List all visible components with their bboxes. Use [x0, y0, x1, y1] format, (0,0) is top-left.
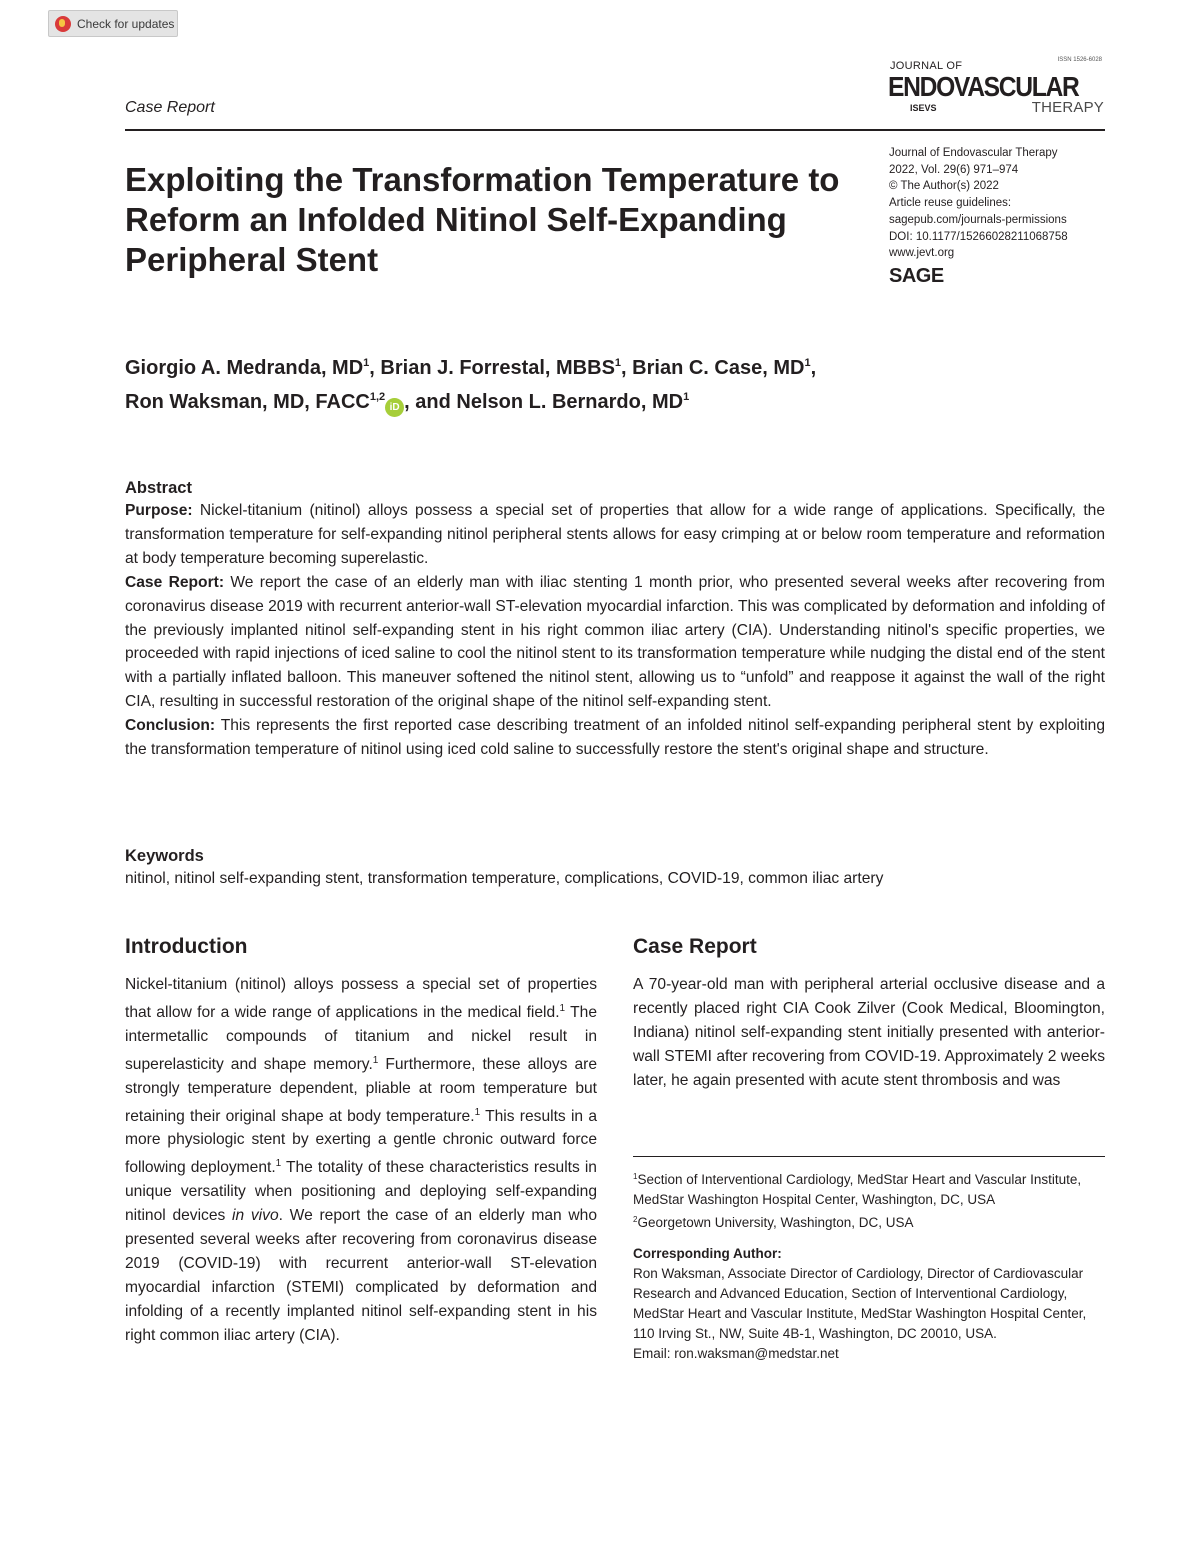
and-text: and [415, 391, 451, 413]
article-metadata [889, 145, 1109, 288]
journal-logo [888, 55, 1106, 121]
abstract-conclusion [125, 714, 1105, 762]
affiliation-1 [633, 1167, 1105, 1210]
meta-copyright: © The Author(s) 2022 [889, 180, 999, 193]
author-3: Brian C. Case, MD [632, 357, 805, 379]
reference-sup[interactable]: 1 [474, 1106, 481, 1118]
reference-sup[interactable]: 1 [275, 1158, 282, 1170]
purpose-text: Nickel-titanium (nitinol) alloys possess a special set of properties that allow for a wide range of applications. Specifically, the transformation temperature for self-expanding nitinol peripheral stents allows for easy crimping at or below room temperature and reformation at body temperature becoming superelastic. [125, 502, 1105, 567]
intro-sentence: This results in a more physiologic stent by exerting a gentle chronic outward force following deployment. [125, 1107, 597, 1177]
meta-journal: Journal of Endovascular Therapy [889, 147, 1058, 159]
affiliation-sup: 1 [633, 1172, 638, 1181]
case-report-section [633, 933, 1105, 1093]
reference-sup[interactable]: 1 [559, 1002, 566, 1014]
intro-sentence: The intermetallic compounds of titanium and nickel result in superelasticity and shape memory. [125, 1003, 597, 1073]
footnotes [633, 1167, 1105, 1364]
logo-society: ISEVS [910, 103, 937, 113]
logo-endovascular: ENDOVASCULAR [888, 71, 1079, 102]
author-5: Nelson L. Bernardo, MD [456, 391, 684, 413]
meta-reuse-link[interactable]: sagepub.com/journals-permissions [889, 213, 1067, 226]
introduction-heading: Introduction [125, 935, 248, 958]
intro-sentence: Nickel-titanium (nitinol) alloys possess a special set of properties that allow for a wide range of applications in the medical field. [125, 976, 597, 1021]
author-2: Brian J. Forrestal, MBBS [380, 357, 615, 379]
affiliation-2-text: Georgetown University, Washington, DC, USA [637, 1215, 914, 1230]
logo-journal-of: JOURNAL OF [890, 60, 963, 72]
affiliation-sup: 1 [363, 357, 370, 369]
conclusion-label: Conclusion: [125, 717, 216, 735]
reference-sup[interactable]: 1 [372, 1054, 379, 1066]
author-list: Giorgio A. Medranda, $MD^1$, Brian J. Forrestal, MBBS$^1$, Brian C. Case, $MD^1$, Ron Waksman, MD, FACC$^{1,2}$iD , and Nelson L. Bernardo, $MD^1$ [125, 349, 1105, 417]
logo-therapy: THERAPY [1031, 99, 1104, 116]
case-report-heading: Case Report [633, 935, 757, 958]
affiliation-sup: 1,2 [369, 391, 386, 403]
affiliation-sup: 1 [683, 391, 690, 403]
keywords-section [125, 845, 1105, 891]
intro-sentence: The totality of these characteristics results in unique versatility when positioning and deploying self-expanding nitinol devices [125, 1159, 597, 1225]
check-for-updates-button[interactable] [48, 10, 178, 37]
meta-site-link[interactable]: www.jevt.org [889, 247, 955, 260]
case-report-label: Case Report: [125, 573, 225, 591]
footnote-divider [633, 1156, 1105, 1157]
abstract-case-report [125, 571, 1105, 714]
corresponding-author-email[interactable]: Email: ron.waksman@medstar.net [633, 1346, 839, 1361]
keywords-heading: Keywords [125, 847, 204, 865]
purpose-label: Purpose: [125, 502, 193, 519]
meta-reuse: Article reuse guidelines: [889, 197, 1012, 210]
article-type-label: Case Report [125, 99, 215, 116]
affiliation-1-text: Section of Interventional Cardiology, MedStar Heart and Vascular Institute, MedStar Washington Hospital Center, Washington, DC, USA [633, 1172, 1082, 1207]
header-divider [125, 129, 1105, 131]
check-for-updates-label: Check for updates [77, 16, 175, 31]
orcid-icon[interactable]: iD [385, 398, 404, 417]
affiliation-2 [633, 1210, 1105, 1233]
sage-logo: SAGE [889, 264, 944, 287]
abstract-purpose [125, 499, 1105, 571]
case-report-text: A 70-year-old man with peripheral arterial occlusive disease and a recently placed right CIA Cook Zilver (Cook Medical, Bloomington, Indiana) nitinol self-expanding stent initially presented with anterior-wall STEMI after recovering from COVID-19. Approximately 2 weeks later, he again presented with acute stent thrombosis and was [633, 976, 1105, 1089]
case-report-text: We report the case of an elderly man with iliac stenting 1 month prior, who presented several weeks after recovering from coronavirus disease 2019 with recurrent anterior-wall ST-elevation myocardial infarction. This was complicated by deformation and infolding of the previously implanted nitinol self-expanding stent in his right common iliac artery (CIA). Understanding nitinol's specific properties, we proceeded with rapid injections of iced saline to cool the nitinol stent to its transformation temperature while nudging the distal end of the stent with a partially inflated balloon. This maneuver softened the nitinol stent, allowing us to “unfold” and reappose it against the wall of the right CIA, resulting in successful restoration of the original shape of the nitinol self-expanding stent. [125, 573, 1105, 711]
abstract-section [125, 477, 1105, 762]
abstract-heading: Abstract [125, 479, 192, 497]
intro-sentence: Furthermore, these alloys are strongly temperature dependent, pliable at room temperature but retaining their original shape at body temperature. [125, 1055, 597, 1125]
meta-volume: 2022, Vol. 29(6) 971–974 [889, 163, 1019, 176]
intro-italic: in vivo [232, 1207, 279, 1225]
corresponding-author-label: Corresponding Author: [633, 1246, 782, 1261]
keywords-text: nitinol, nitinol self-expanding stent, transformation temperature, complications, COVID-19, common iliac artery [125, 870, 884, 887]
meta-doi[interactable]: DOI: 10.1177/15266028211068758 [889, 230, 1068, 243]
introduction-section [125, 933, 597, 1348]
author-1: Giorgio A. Medranda, MD [125, 357, 364, 379]
introduction-text [125, 973, 597, 1348]
conclusion-text: This represents the first reported case describing treatment of an infolded nitinol self-expanding peripheral stent by exploiting the transformation temperature of nitinol using iced cold saline to successfully restore the stent's original shape and structure. [125, 717, 1106, 759]
corresponding-author-text: Ron Waksman, Associate Director of Cardiology, Director of Cardiovascular Research and Advanced Education, Section of Interventional Cardiology, MedStar Heart and Vascular Institute, MedStar Washington Hospital Center, 110 Irving St., NW, Suite 4B-1, Washington, DC 20010, USA. [633, 1266, 1087, 1341]
crossmark-icon [55, 16, 71, 32]
article-title: Exploiting the Transformation Temperature to Reform an Infolded Nitinol Self-Expanding Peripheral Stent [125, 161, 840, 278]
author-4: Ron Waksman, MD, FACC [125, 391, 370, 413]
logo-issn: ISSN 1526-6028 [1057, 57, 1102, 63]
affiliation-sup: 1 [614, 357, 622, 369]
intro-sentence: . We report the case of an elderly man who presented several weeks after recovering from coronavirus disease 2019 (COVID-19) with recurrent anterior-wall ST-elevation myocardial infarction (STEMI) complicated by deformation and infolding of a recently implanted nitinol self-expanding stent in his right common iliac artery (CIA). [125, 1207, 598, 1344]
affiliation-sup: 1 [804, 357, 811, 369]
affiliation-sup: 2 [633, 1215, 638, 1224]
